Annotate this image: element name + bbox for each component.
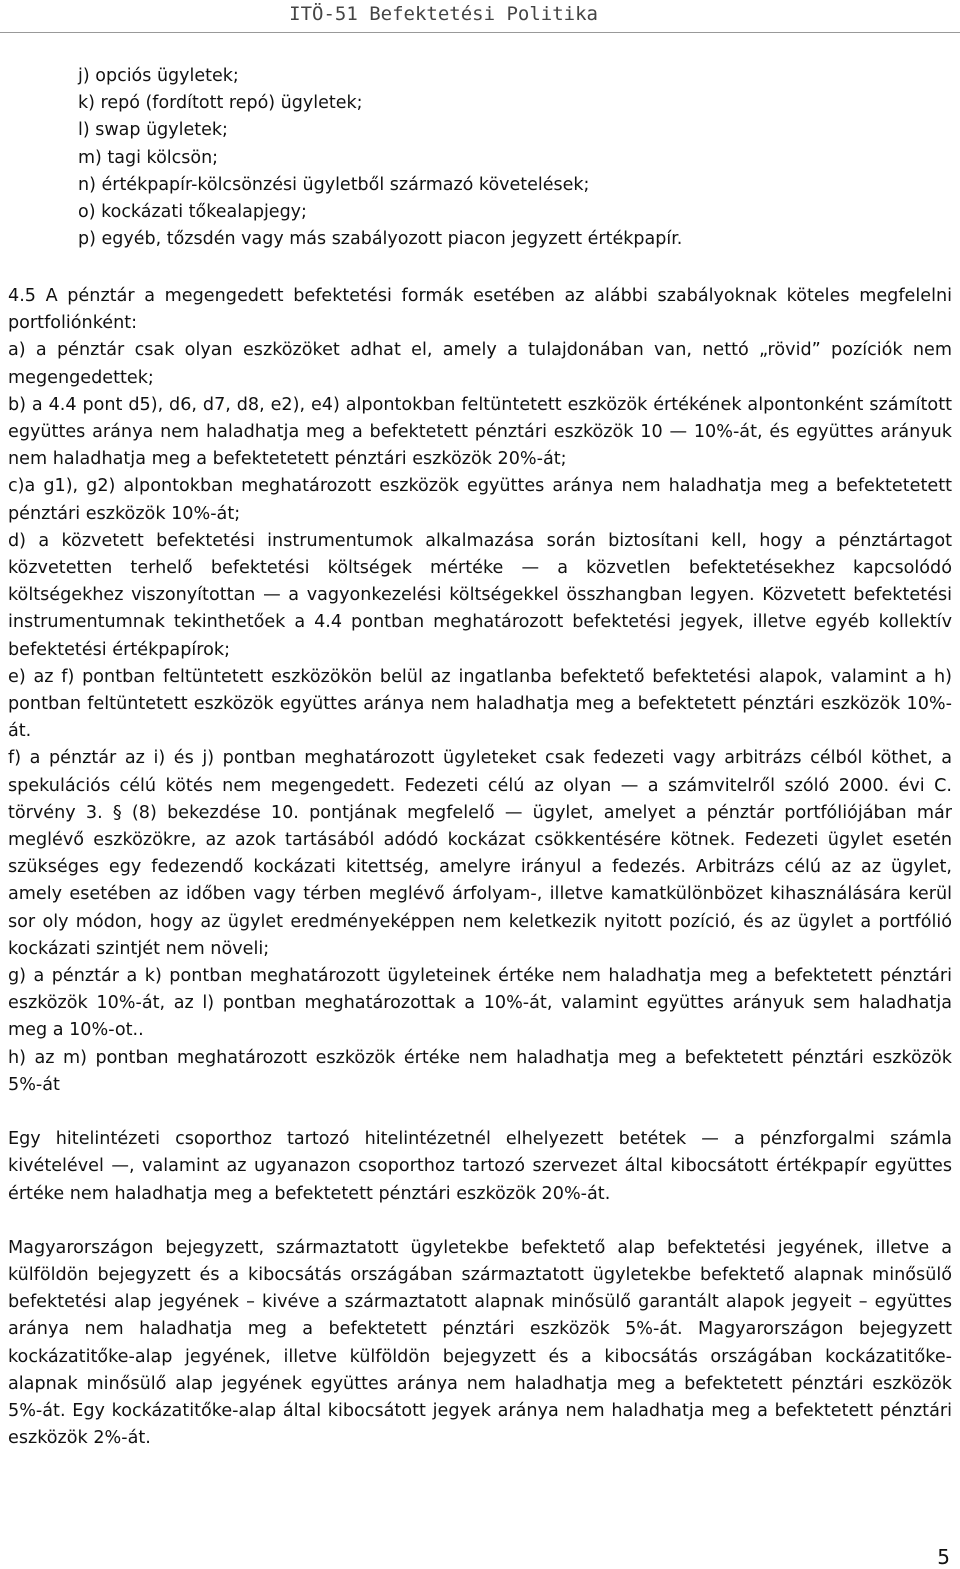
rule-item-a: a) a pénztár csak olyan eszközöket adhat el, amely a tulajdonában van, nettó „rövid” pozíciók nem megengedettek; — [8, 340, 952, 388]
derivative-funds-paragraph: Magyarországon bejegyzett, származtatott ügyletekbe befektető alap befektetési jegyének, illetve a külföldön bejegyzett és a kibocsátás országában származtatott ügyletekbe befektető alapnak minősülő befektetési alap jegyének – kivéve a származtatott alapnak minősülő garantált alapok jegyeit – együttes aránya nem haladhatja meg a befektetett pénztári eszközök 5%-át. Magyarországon bejegyzett kockázatitőke-alap jegyének, illetve külföldön bejegyzett és a kibocsátás országában kockázatitőke-alapnak minősülő alap jegyének együttes aránya nem haladhatja meg a befektetett pénztári eszközök 5%-át. Egy kockázatitőke-alap által kibocsátott jegyek aránya nem haladhatja meg a befektetett pénztári eszközök 2%-át. — [8, 1237, 952, 1449]
list-item: l) swap ügyletek; — [78, 120, 228, 141]
credit-institution-paragraph: Egy hitelintézeti csoporthoz tartozó hitelintézetnél elhelyezett betétek — a pénzforgalmi számla kivételével —, valamint az ugyanazon csoporthoz tartozó szervezet által kibocsátott értékpapír együttes értéke nem haladhatja meg a befektetett pénztári eszközök 20%-át. — [8, 1129, 952, 1204]
rule-item-c: c)a g1), g2) alpontokban meghatározott eszközök együttes aránya nem haladhatja meg a befektetetett pénztári eszközök 10%-át; — [8, 476, 952, 524]
list-item: m) tagi kölcsön; — [78, 147, 219, 168]
list-item: k) repó (fordított repó) ügyletek; — [78, 93, 363, 114]
section-heading: 4.5 A pénztár a megengedett befektetési formák esetében az alábbi szabályoknak köteles megfelelni portfoliónként: — [8, 286, 952, 334]
rule-item-f: f) a pénztár az i) és j) pontban meghatározott ügyleteket csak fedezeti vagy arbitrázs célból köthet, a spekulációs célú kötés nem megengedett. Fedezeti célú az olyan — a számvitelről szóló 2000. évi C. törvény 3. § (8) bekezdése 10. pontjának megfelelő — ügylet, amelyet a pénztár portfóliójában már meglévő eszközökre, az azok tartásából adódó kockázat csökkentésére kötnek. Fedezeti ügylet esetén szükséges egy fedezendő kockázati kitettség, amelyre irányul a fedezés. Arbitrázs célú az az ügylet, amely esetében az időben vagy térben meglévő árfolyam-, illetve kamatkülönbözet kihasználására kerül sor oly módon, hogy az ügylet eredményeképpen nem keletkezik nyitott pozíció, és az ügylet a portfólió kockázati szintjét nem növeli; — [8, 748, 952, 959]
investment-types-list — [78, 63, 938, 253]
header-divider — [0, 32, 960, 33]
list-item: o) kockázati tőkealapjegy; — [78, 202, 307, 223]
rule-item-e: e) az f) pontban feltüntetett eszközökön belül az ingatlanba befektető befektetési alapok, valamint a h) pontban feltüntetett eszközök együttes aránya nem haladhatja meg a befektetett pénztári eszközök 10%-át. — [8, 666, 952, 742]
page-header-title: ITÖ-51 Befektetési Politika — [289, 3, 598, 25]
list-item: j) opciós ügyletek; — [78, 66, 239, 86]
paragraph-spacer — [8, 1208, 952, 1235]
document-body — [8, 283, 952, 1452]
rule-item-h: h) az m) pontban meghatározott eszközök értéke nem haladhatja meg a befektetett pénztári eszközök 5%-át — [8, 1047, 952, 1095]
list-item: n) értékpapír-kölcsönzési ügyletből származó követelések; — [78, 174, 590, 195]
rule-item-g: g) a pénztár a k) pontban meghatározott ügyleteinek értéke nem haladhatja meg a befektetett pénztári eszközök 10%-át, az l) pontban meghatározottak a 10%-át, valamint együttes arányuk sem haladhatja meg a 10%-ot.. — [8, 966, 952, 1041]
rule-item-d: d) a közvetett befektetési instrumentumok alkalmazása során biztosítani kell, hogy a pénztártagot közvetetten terhelő befektetési költségek mértéke — a közvetlen befektetésekhez kapcsolódó költségekhez viszonyítottan — a vagyonkezelési költségekkel összhangban legyen. Közvetett befektetési instrumentumnak tekinthetőek a 4.4 pontban meghatározott befektetési jegyek, illetve egyéb kollektív befektetési értékpapírok; — [8, 530, 952, 660]
page-number: 5 — [937, 1545, 950, 1569]
rule-item-b: b) a 4.4 pont d5), d6, d7, d8, e2), e4) alpontokban feltüntetett eszközök értékének alpontonként számított együttes aránya nem haladhatja meg a befektetett pénztári eszközök 10 — 10%-át, és együttes arányuk nem haladhatja meg a befektetetett pénztári eszközök 20%-át; — [8, 394, 952, 470]
paragraph-spacer — [8, 1099, 952, 1126]
list-item: p) egyéb, tőzsdén vagy más szabályozott piacon jegyzett értékpapír. — [78, 229, 683, 250]
